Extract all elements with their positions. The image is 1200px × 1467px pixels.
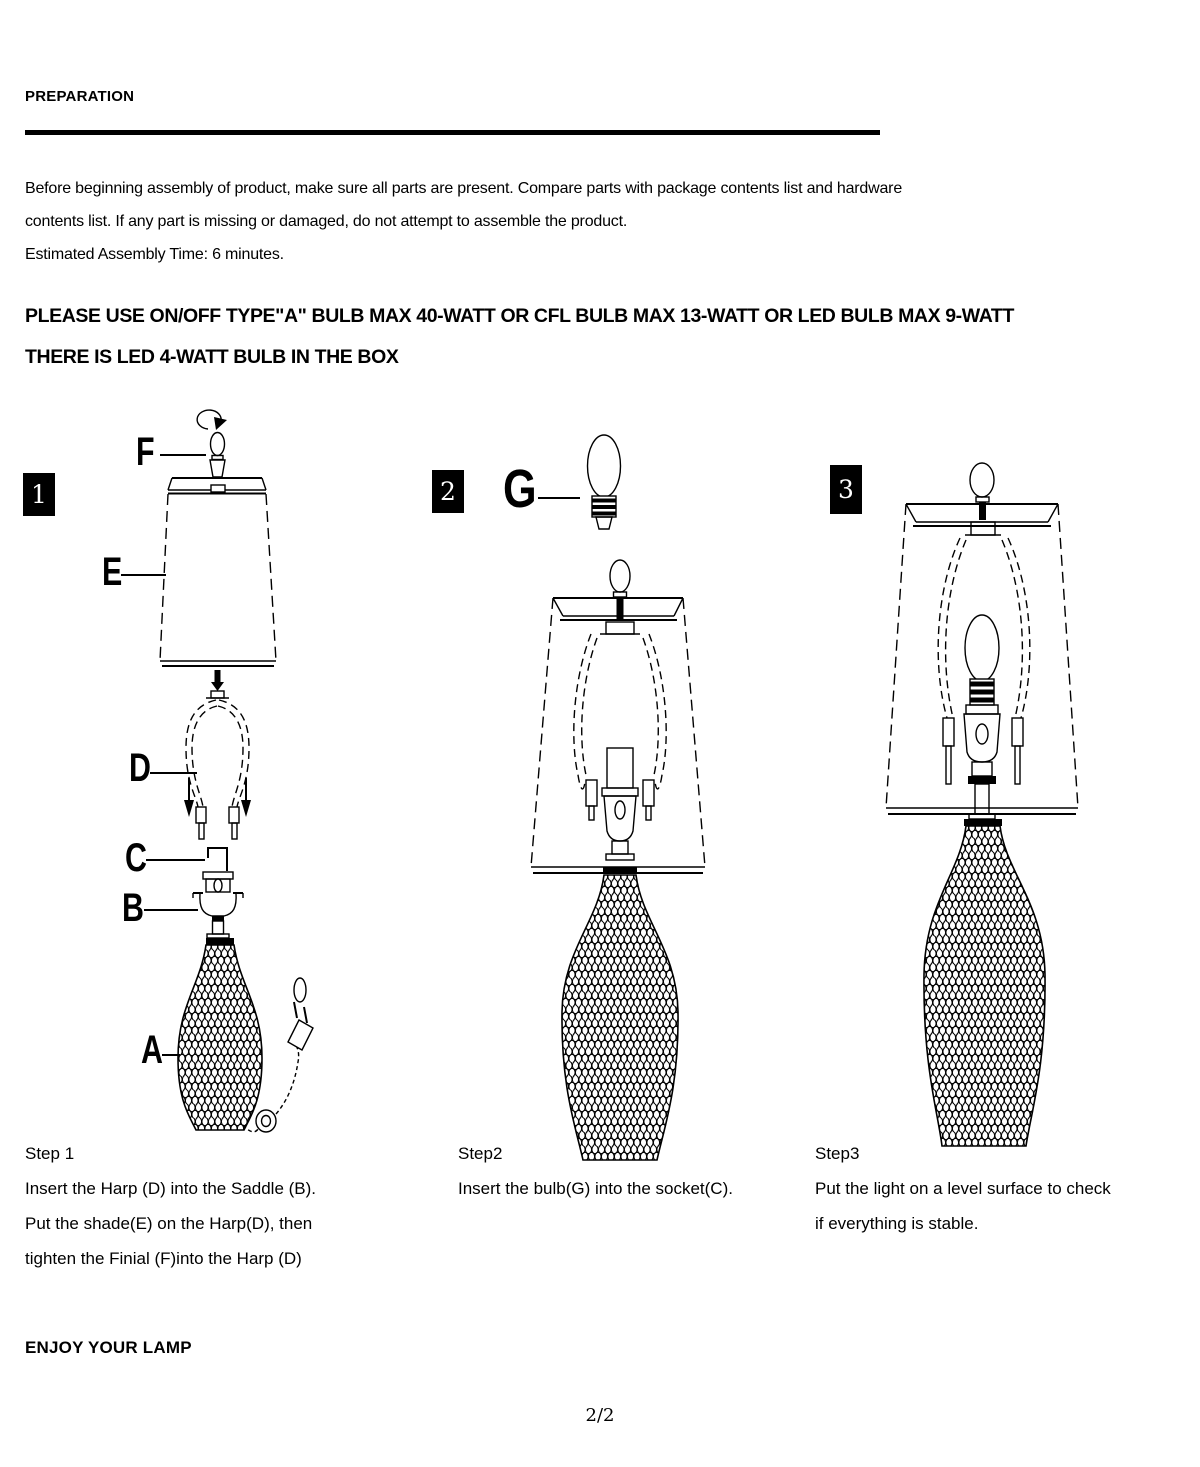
bulb-drawing — [588, 435, 621, 529]
intro-line: contents list. If any part is missing or damaged, do not attempt to assemble the product. — [25, 213, 628, 230]
step3-line: Put the light on a level surface to check — [815, 1179, 1111, 1198]
rotate-arrow-icon — [197, 410, 227, 430]
warning-line: THERE IS LED 4-WATT BULB IN THE BOX — [25, 346, 399, 368]
title-divider-rule — [25, 130, 880, 135]
bulb-warning-heading — [25, 296, 1185, 378]
part-label-socket: C — [125, 836, 147, 880]
lamp-assembly-diagrams — [0, 390, 1200, 1180]
step1-line: Insert the Harp (D) into the Saddle (B). — [25, 1179, 317, 1198]
step2-instructions — [458, 1136, 733, 1206]
intro-paragraph — [25, 172, 1025, 271]
finial-drawing — [210, 433, 225, 478]
step1-line: tighten the Finial (F)into the Harp (D) — [25, 1249, 302, 1268]
part-label-saddle: B — [122, 886, 144, 930]
page-title: PREPARATION — [25, 88, 135, 105]
intro-line: Estimated Assembly Time: 6 minutes. — [25, 246, 284, 263]
closing-message: ENJOY YOUR LAMP — [25, 1338, 192, 1357]
part-label-harp: D — [129, 746, 151, 790]
step3-number-badge: 3 — [830, 465, 862, 514]
step3-title: Step3 — [815, 1144, 860, 1163]
shade-drawing — [886, 504, 906, 808]
step1-line: Put the shade(E) on the Harp(D), then — [25, 1214, 313, 1233]
step2-title: Step2 — [458, 1144, 503, 1163]
step2-number-badge: 2 — [432, 470, 464, 513]
intro-line: Before beginning assembly of product, make sure all parts are present. Compare parts with package contents list and hardware — [25, 180, 903, 197]
part-label-finial: F — [136, 430, 154, 474]
diagram-step2-bulb-insertion — [531, 435, 705, 1160]
finial-drawing — [970, 463, 994, 497]
harp-top-bracket-drawing — [971, 522, 995, 535]
saddle-drawing — [193, 893, 243, 938]
lamp-base-drawing — [924, 826, 1045, 1146]
step3-instructions — [815, 1136, 1111, 1241]
lamp-without-bulb-drawing — [531, 560, 705, 1160]
harp-drawing — [184, 670, 251, 839]
diagram-step3-assembled-lamp — [886, 463, 1078, 1146]
socket-drawing — [203, 848, 233, 892]
part-label-base: A — [141, 1028, 163, 1072]
bulb-in-socket-drawing — [964, 615, 1000, 819]
step1-number-badge: 1 — [23, 473, 55, 516]
step3-line: if everything is stable. — [815, 1214, 979, 1233]
lamp-base-drawing — [178, 938, 262, 1130]
step2-line: Insert the bulb(G) into the socket(C). — [458, 1179, 733, 1198]
warning-line: PLEASE USE ON/OFF TYPE"A" BULB MAX 40-WATT OR CFL BULB MAX 13-WATT OR LED BULB MAX 9-WATT — [25, 305, 1014, 327]
step1-instructions — [25, 1136, 316, 1276]
step1-title: Step 1 — [25, 1144, 75, 1163]
page-number: 2/2 — [585, 1405, 615, 1426]
part-label-bulb: G — [503, 459, 536, 519]
shade-drawing — [160, 478, 276, 666]
part-label-shade: E — [102, 550, 122, 594]
